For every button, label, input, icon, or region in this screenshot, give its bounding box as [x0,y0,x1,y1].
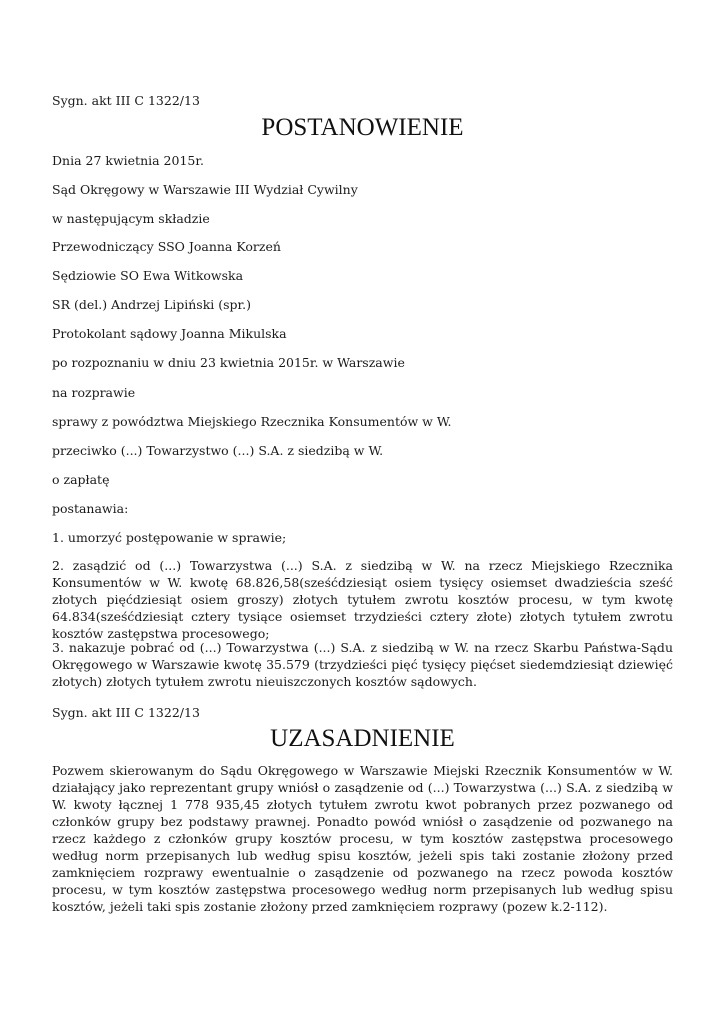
court-clerk: Protokolant sądowy Joanna Mikulska [52,326,287,341]
presiding-judge: Przewodniczący SSO Joanna Korzeń [52,239,281,254]
case-signature-bottom: Sygn. akt III C 1322/13 [52,705,200,720]
case-signature-top: Sygn. akt III C 1322/13 [52,93,200,108]
against-party: przeciwko (...) Towarzystwo (...) S.A. z siedzibą w W. [52,443,384,458]
date-line: Dnia 27 kwietnia 2015r. [52,153,204,168]
court-name: Sąd Okręgowy w Warszawie III Wydział Cywilny [52,182,358,197]
ruling-point-3: 3. nakazuje pobrać od (...) Towarzystwa (...) S.A. z siedzibą w W. na rzecz Skarbu Państwa-Sądu Okręgowego w Warszawie kwotę 35.579 (trzydzieści pięć tysięcy pięćset siedemdziesiąt dziewięć złotych) złotych tytułem zwrotu nieuiszczonych kosztów sądowych. [52,640,673,689]
justification-text: Pozwem skierowanym do Sądu Okręgowego w Warszawie Miejski Rzecznik Konsumentów w W. działający jako reprezentant grupy wniósł o zasądzenie od (...) Towarzystwa (...) S.A. z siedzibą w W. kwoty łącznej 1 778 935,45 złotych tytułem zwrotu kwot pobranych przez pozwanego od członków grupy bez podstawy prawnej. Ponadto powód wniósł o zasądzenie od pozwanego na rzecz każdego z członków grupy kosztów procesu, w tym kosztów zastępstwa procesowego według norm przepisanych lub według spisu kosztów, jeżeli spis taki zostanie złożony przed zamknięciem rozprawy ewentualnie o zasądzenie od pozwanego na rzecz powoda kosztów procesu, w tym kosztów zastępstwa procesowego według norm przepisanych lub według spisu kosztów, jeżeli taki spis zostanie złożony przed zamknięciem rozprawy (pozew k.2-112). [52,763,673,914]
ruling-point-2: 2. zasądzić od (...) Towarzystwa (...) S.A. z siedzibą w W. na rzecz Miejskiego Rzecznika Konsumentów w W. kwotę 68.826,58(sześćdziesiąt osiem tysięcy osiemset dwadzieścia sześć złotych pięćdziesiąt osiem groszy) złotych tytułem zwrotu kosztów procesu, w tym kwotę 64.834(sześćdziesiąt cztery tysiące osiemset trzydzieści cztery złote) złotych tytułem zwrotu kosztów zastępstwa procesowego; [52,558,673,641]
ruling-point-1: 1. umorzyć postępowanie w sprawie; [52,530,287,545]
composition-intro: w następującym składzie [52,211,210,226]
case-subject: o zapłatę [52,472,110,487]
case-of: sprawy z powództwa Miejskiego Rzecznika Konsumentów w W. [52,414,452,429]
judge-second: SR (del.) Andrzej Lipiński (spr.) [52,297,251,312]
judges: Sędziowie SO Ewa Witkowska [52,268,244,283]
decides-label: postanawia: [52,501,129,516]
on-hearing: na rozprawie [52,385,136,400]
document-title: POSTANOWIENIE [261,114,464,141]
hearing-date: po rozpoznaniu w dniu 23 kwietnia 2015r. w Warszawie [52,355,405,370]
justification-title: UZASADNIENIE [270,725,455,752]
